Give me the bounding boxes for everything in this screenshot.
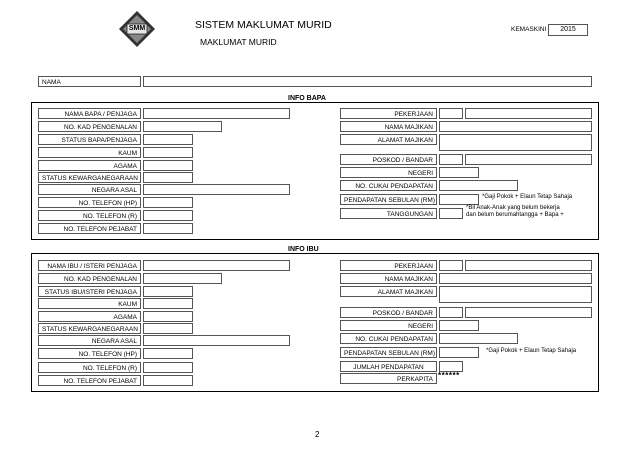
ibu-label-pendapatan: PENDAPATAN SEBULAN (RM) <box>340 347 437 358</box>
nama-label: NAMA <box>38 76 141 87</box>
ibu-label-pekerjaan: PEKERJAAN <box>340 260 437 271</box>
ibu-label-pejabat: NO. TELEFON PEJABAT <box>38 375 141 386</box>
logo <box>118 10 156 48</box>
ibu-label-agama: AGAMA <box>38 311 141 322</box>
bapa-negeri-field[interactable] <box>439 167 479 178</box>
bapa-label-alamat: ALAMAT MAJIKAN <box>340 134 437 145</box>
bapa-dependents-note-1: *Bil Anak-Anak yang belum bekerja <box>466 205 560 211</box>
ibu-perkapita-value: ****** <box>438 371 460 380</box>
bapa-status-field[interactable] <box>143 134 193 145</box>
ibu-pekerjaan-field-2[interactable] <box>465 260 592 271</box>
bapa-warganegara-field[interactable] <box>143 172 193 183</box>
ibu-label-jumlah: JUMLAH PENDAPATAN <box>340 361 437 372</box>
ibu-kaum-field[interactable] <box>143 298 193 309</box>
bapa-label-pejabat: NO. TELEFON PEJABAT <box>38 223 141 234</box>
ibu-status-field[interactable] <box>143 286 193 297</box>
bapa-negara-field[interactable] <box>143 184 290 195</box>
ibu-label-negara: NEGARA ASAL <box>38 335 141 346</box>
bapa-hp-field[interactable] <box>143 197 193 208</box>
ibu-pendapatan-field[interactable] <box>439 347 479 358</box>
bapa-pekerjaan-field-2[interactable] <box>465 108 592 119</box>
info-ibu-heading: INFO IBU <box>288 246 319 253</box>
ibu-majikan-field[interactable] <box>439 273 592 284</box>
bapa-label-nama: NAMA BAPA / PENJAGA <box>38 108 141 119</box>
ibu-label-hp: NO. TELEFON (HP) <box>38 348 141 359</box>
ibu-label-rumah: NO. TELEFON (R) <box>38 362 141 373</box>
ibu-label-kaum: KAUM <box>38 298 141 309</box>
ibu-cukai-field[interactable] <box>439 333 518 344</box>
bapa-nama-field[interactable] <box>143 108 290 119</box>
bapa-label-agama: AGAMA <box>38 160 141 171</box>
year-value: 2015 <box>560 26 576 33</box>
bapa-pendapatan-field[interactable] <box>439 194 479 205</box>
bapa-majikan-field[interactable] <box>439 121 592 132</box>
ibu-hp-field[interactable] <box>143 348 193 359</box>
page-title: SISTEM MAKLUMAT MURID <box>195 19 332 31</box>
page-number: 2 <box>315 430 320 439</box>
ibu-label-alamat: ALAMAT MAJIKAN <box>340 286 437 297</box>
ibu-poskod-field[interactable] <box>439 307 463 318</box>
bapa-poskod-field[interactable] <box>439 154 463 165</box>
ibu-label-nama: NAMA IBU / ISTERI PENJAGA <box>38 260 141 271</box>
update-label: KEMASKINI <box>511 26 547 33</box>
ibu-label-ic: NO. KAD PENGENALAN <box>38 273 141 284</box>
logo-text: SMM <box>128 25 146 32</box>
info-bapa-heading: INFO BAPA <box>288 95 326 102</box>
bapa-label-rumah: NO. TELEFON (R) <box>38 210 141 221</box>
nama-field[interactable] <box>143 76 592 87</box>
page-subtitle: MAKLUMAT MURID <box>200 37 277 47</box>
bapa-ic-field[interactable] <box>143 121 222 132</box>
bapa-label-negeri: NEGERI <box>340 167 437 178</box>
ibu-bandar-field[interactable] <box>465 307 592 318</box>
bapa-label-tanggungan: TANGGUNGAN <box>340 208 437 219</box>
bapa-label-majikan: NAMA MAJIKAN <box>340 121 437 132</box>
bapa-label-negara: NEGARA ASAL <box>38 184 141 195</box>
ibu-agama-field[interactable] <box>143 311 193 322</box>
bapa-tanggungan-field[interactable] <box>439 208 463 219</box>
bapa-rumah-field[interactable] <box>143 210 193 221</box>
ibu-label-cukai: NO. CUKAI PENDAPATAN <box>340 333 437 344</box>
ibu-pejabat-field[interactable] <box>143 375 193 386</box>
bapa-label-poskod: POSKOD / BANDAR <box>340 154 437 165</box>
ibu-alamat-field[interactable] <box>439 286 592 303</box>
ibu-negara-field[interactable] <box>143 335 290 346</box>
bapa-label-pendapatan: PENDAPATAN SEBULAN (RM) <box>340 194 437 205</box>
ibu-label-warganegara: STATUS KEWARGANEGARAAN <box>38 323 141 334</box>
year-field[interactable] <box>548 24 588 36</box>
bapa-label-warganegara: STATUS KEWARGANEGARAAN <box>38 172 141 183</box>
bapa-alamat-field[interactable] <box>439 134 592 151</box>
bapa-dependents-note-2: dan belum berumahtangga + Bapa + <box>466 212 564 218</box>
bapa-label-ic: NO. KAD PENGENALAN <box>38 121 141 132</box>
bapa-agama-field[interactable] <box>143 160 193 171</box>
bapa-label-hp: NO. TELEFON (HP) <box>38 197 141 208</box>
ibu-label-status: STATUS IBU/ISTERI PENJAGA <box>38 286 141 297</box>
ibu-label-negeri: NEGERI <box>340 320 437 331</box>
ibu-label-perkapita: PERKAPITA <box>340 373 437 384</box>
ibu-negeri-field[interactable] <box>439 320 479 331</box>
bapa-label-pekerjaan: PEKERJAAN <box>340 108 437 119</box>
ibu-nama-field[interactable] <box>143 260 290 271</box>
bapa-pejabat-field[interactable] <box>143 223 193 234</box>
ibu-pekerjaan-field[interactable] <box>439 260 463 271</box>
bapa-pekerjaan-field[interactable] <box>439 108 463 119</box>
bapa-income-note: *Gaji Pokok + Elaun Tetap Sahaja <box>482 194 573 200</box>
ibu-income-note: *Gaji Pokok + Elaun Tetap Sahaja <box>486 348 577 354</box>
ibu-label-poskod: POSKOD / BANDAR <box>340 307 437 318</box>
bapa-bandar-field[interactable] <box>465 154 592 165</box>
bapa-label-cukai: NO. CUKAI PENDAPATAN <box>340 180 437 191</box>
ibu-warganegara-field[interactable] <box>143 323 193 334</box>
bapa-kaum-field[interactable] <box>143 147 193 158</box>
bapa-label-status: STATUS BAPA/PENJAGA <box>38 134 141 145</box>
ibu-ic-field[interactable] <box>143 273 222 284</box>
bapa-cukai-field[interactable] <box>439 180 518 191</box>
bapa-label-kaum: KAUM <box>38 147 141 158</box>
ibu-rumah-field[interactable] <box>143 362 193 373</box>
ibu-label-majikan: NAMA MAJIKAN <box>340 273 437 284</box>
